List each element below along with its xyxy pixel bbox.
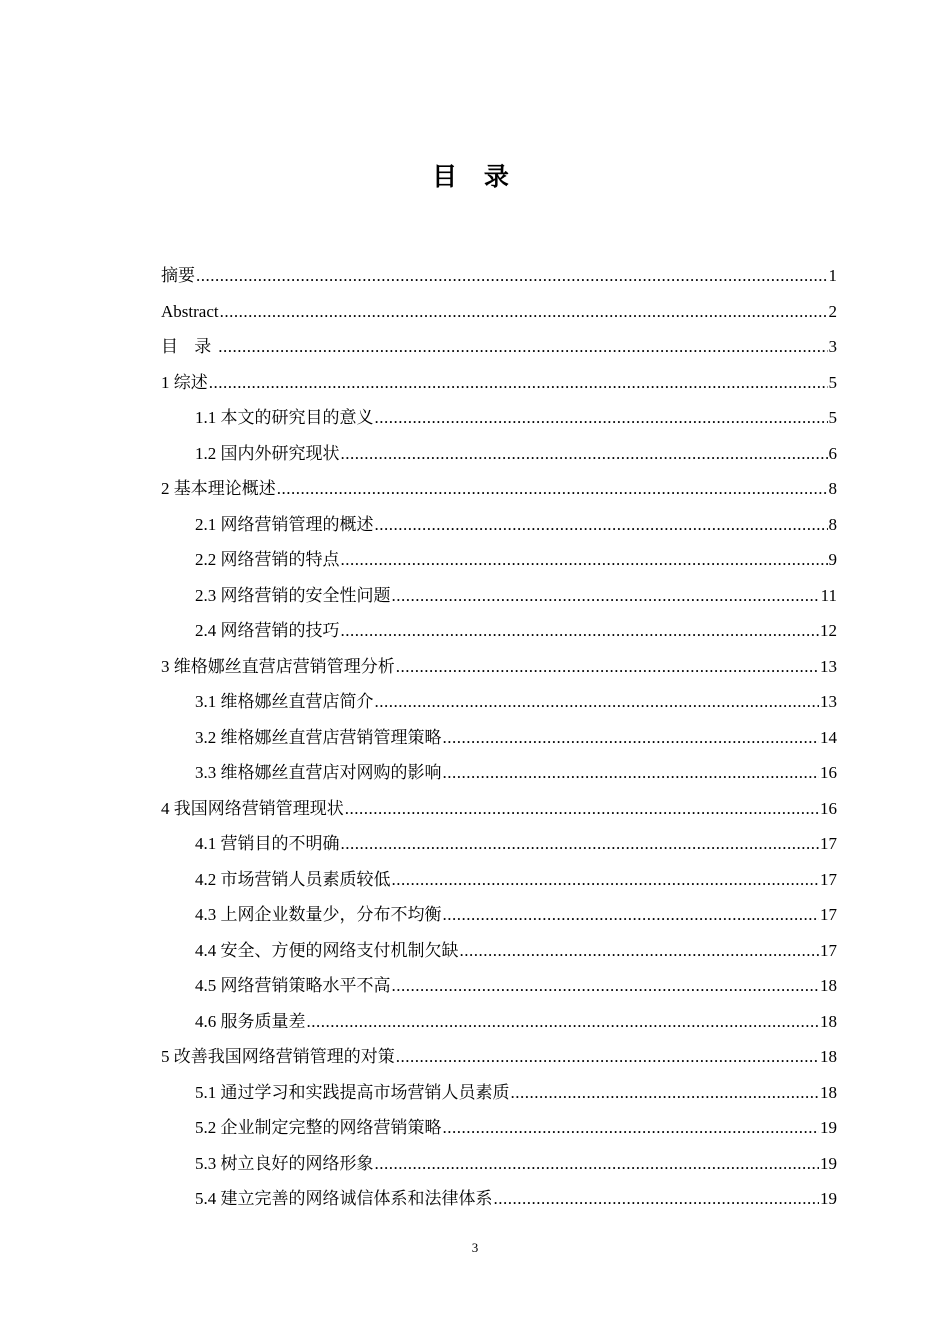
toc-entry-page: 17 — [820, 834, 837, 853]
toc-entry-page: 5 — [828, 408, 837, 427]
toc-entry[interactable] — [161, 684, 837, 720]
toc-entry-label: 2.4 网络营销的技巧 — [195, 621, 340, 640]
toc-dot-leader — [494, 1181, 820, 1217]
page-number: 3 — [471, 1240, 479, 1255]
toc-entry-label: 5.2 企业制定完整的网络营销策略 — [195, 1118, 442, 1137]
toc-dot-leader — [396, 1039, 819, 1075]
toc-entry-page: 16 — [820, 798, 837, 818]
toc-entry[interactable] — [161, 1146, 837, 1182]
toc-entry-page: 18 — [820, 1011, 837, 1031]
toc-entry-label: 摘要 — [161, 266, 195, 285]
toc-entry[interactable] — [161, 578, 837, 614]
toc-entry[interactable] — [161, 294, 837, 330]
toc-entry[interactable] — [161, 365, 837, 401]
toc-dot-leader — [341, 826, 820, 862]
toc-entry[interactable] — [161, 649, 837, 685]
toc-dot-leader — [392, 968, 820, 1004]
page-title: 目 录 — [432, 162, 518, 191]
toc-entry-label: 4.2 市场营销人员素质较低 — [195, 869, 391, 889]
toc-entry[interactable] — [161, 720, 837, 756]
toc-entry[interactable] — [161, 542, 837, 578]
toc-entry-label: 4.1 营销目的不明确 — [195, 834, 340, 853]
toc-entry-label: 2 基本理论概述 — [161, 479, 276, 498]
toc-entry-label: 5.4 建立完善的网络诚信体系和法律体系 — [195, 1189, 493, 1208]
toc-entry-label: 目 录 — [161, 337, 218, 356]
toc-dot-leader — [341, 542, 828, 578]
toc-entry-label: 3 维格娜丝直营店营销管理分析 — [161, 656, 395, 676]
toc-dot-leader — [375, 400, 828, 436]
toc-entry-label: 4.6 服务质量差 — [195, 1011, 306, 1031]
toc-dot-leader — [511, 1075, 820, 1111]
toc-dot-leader — [220, 294, 828, 330]
toc-entry[interactable] — [161, 862, 837, 898]
toc-entry-page: 3 — [828, 337, 837, 356]
toc-entry-label: 5.1 通过学习和实践提高市场营销人员素质 — [195, 1082, 510, 1102]
toc-entry-page: 9 — [828, 550, 837, 569]
toc-dot-leader — [277, 471, 828, 507]
toc-entry[interactable] — [161, 1110, 837, 1146]
toc-entry-label: Abstract — [161, 301, 219, 321]
toc-dot-leader — [218, 329, 827, 365]
toc-entry-page: 17 — [820, 905, 837, 924]
toc-entry-label: 4.5 网络营销策略水平不高 — [195, 976, 391, 995]
toc-entry-page: 6 — [828, 443, 837, 463]
toc-dot-leader — [443, 720, 820, 756]
toc-entry-label: 5 改善我国网络营销管理的对策 — [161, 1047, 395, 1066]
toc-dot-leader — [307, 1004, 820, 1040]
toc-dot-leader — [460, 933, 820, 969]
toc-dot-leader — [443, 755, 820, 791]
toc-dot-leader — [341, 613, 820, 649]
toc-entry-page: 17 — [820, 940, 837, 960]
toc-entry-label: 2.2 网络营销的特点 — [195, 550, 340, 569]
toc-entry[interactable] — [161, 613, 837, 649]
toc-entry[interactable] — [161, 1075, 837, 1111]
toc-entry-page: 19 — [820, 1153, 837, 1173]
toc-entry-label: 3.1 维格娜丝直营店简介 — [195, 692, 374, 711]
toc-entry-page: 18 — [820, 976, 837, 995]
toc-dot-leader — [341, 436, 828, 472]
toc-entry-page: 16 — [820, 763, 837, 782]
toc-entry-label: 5.3 树立良好的网络形象 — [195, 1153, 374, 1173]
toc-dot-leader — [443, 1110, 820, 1146]
toc-dot-leader — [392, 578, 820, 614]
toc-entry-label: 4.3 上网企业数量少，分布不均衡 — [195, 905, 442, 924]
toc-entry-label: 3.3 维格娜丝直营店对网购的影响 — [195, 763, 442, 782]
toc-entry[interactable] — [161, 1181, 837, 1217]
toc-entry-label: 2.1 网络营销管理的概述 — [195, 514, 374, 534]
toc-entry-page: 11 — [820, 585, 837, 605]
toc-entry-page: 2 — [828, 301, 837, 321]
toc-entry[interactable] — [161, 471, 837, 507]
toc-dot-leader — [345, 791, 819, 827]
toc-entry[interactable] — [161, 968, 837, 1004]
toc-entry-label: 2.3 网络营销的安全性问题 — [195, 585, 391, 605]
toc-entry[interactable] — [161, 507, 837, 543]
toc-entry-page: 8 — [828, 514, 837, 534]
toc-entry-label: 4.4 安全、方便的网络支付机制欠缺 — [195, 940, 459, 960]
toc-entry-label: 4 我国网络营销管理现状 — [161, 798, 344, 818]
toc-entry-label: 1 综述 — [161, 372, 208, 392]
toc-entry[interactable] — [161, 436, 837, 472]
toc-dot-leader — [375, 507, 828, 543]
toc-entry-label: 1.1 本文的研究目的意义 — [195, 408, 374, 427]
toc-entry[interactable] — [161, 329, 837, 365]
toc-entry[interactable] — [161, 755, 837, 791]
toc-entry[interactable] — [161, 258, 837, 294]
toc-entry-page: 19 — [820, 1118, 837, 1137]
toc-entry-page: 13 — [820, 692, 837, 711]
toc-entry-page: 1 — [828, 266, 837, 285]
toc-dot-leader — [375, 684, 820, 720]
table-of-contents — [161, 258, 837, 1217]
toc-dot-leader — [209, 365, 828, 401]
toc-dot-leader — [375, 1146, 820, 1182]
toc-entry-page: 18 — [820, 1047, 837, 1066]
toc-entry[interactable] — [161, 826, 837, 862]
toc-dot-leader — [196, 258, 828, 294]
toc-dot-leader — [396, 649, 819, 685]
toc-entry[interactable] — [161, 791, 837, 827]
toc-entry-page: 13 — [820, 656, 837, 676]
toc-dot-leader — [392, 862, 820, 898]
toc-entry-page: 19 — [820, 1189, 837, 1208]
toc-entry-page: 8 — [828, 479, 837, 498]
toc-entry-page: 5 — [828, 372, 837, 392]
toc-entry[interactable] — [161, 400, 837, 436]
toc-entry-page: 14 — [820, 727, 837, 747]
toc-entry[interactable] — [161, 933, 837, 969]
toc-entry-page: 12 — [820, 621, 837, 640]
toc-entry-page: 17 — [820, 869, 837, 889]
toc-entry-page: 18 — [820, 1082, 837, 1102]
toc-entry-label: 3.2 维格娜丝直营店营销管理策略 — [195, 727, 442, 747]
toc-entry[interactable] — [161, 1039, 837, 1075]
toc-entry[interactable] — [161, 1004, 837, 1040]
toc-dot-leader — [443, 897, 820, 933]
toc-entry-label: 1.2 国内外研究现状 — [195, 443, 340, 463]
toc-entry[interactable] — [161, 897, 837, 933]
